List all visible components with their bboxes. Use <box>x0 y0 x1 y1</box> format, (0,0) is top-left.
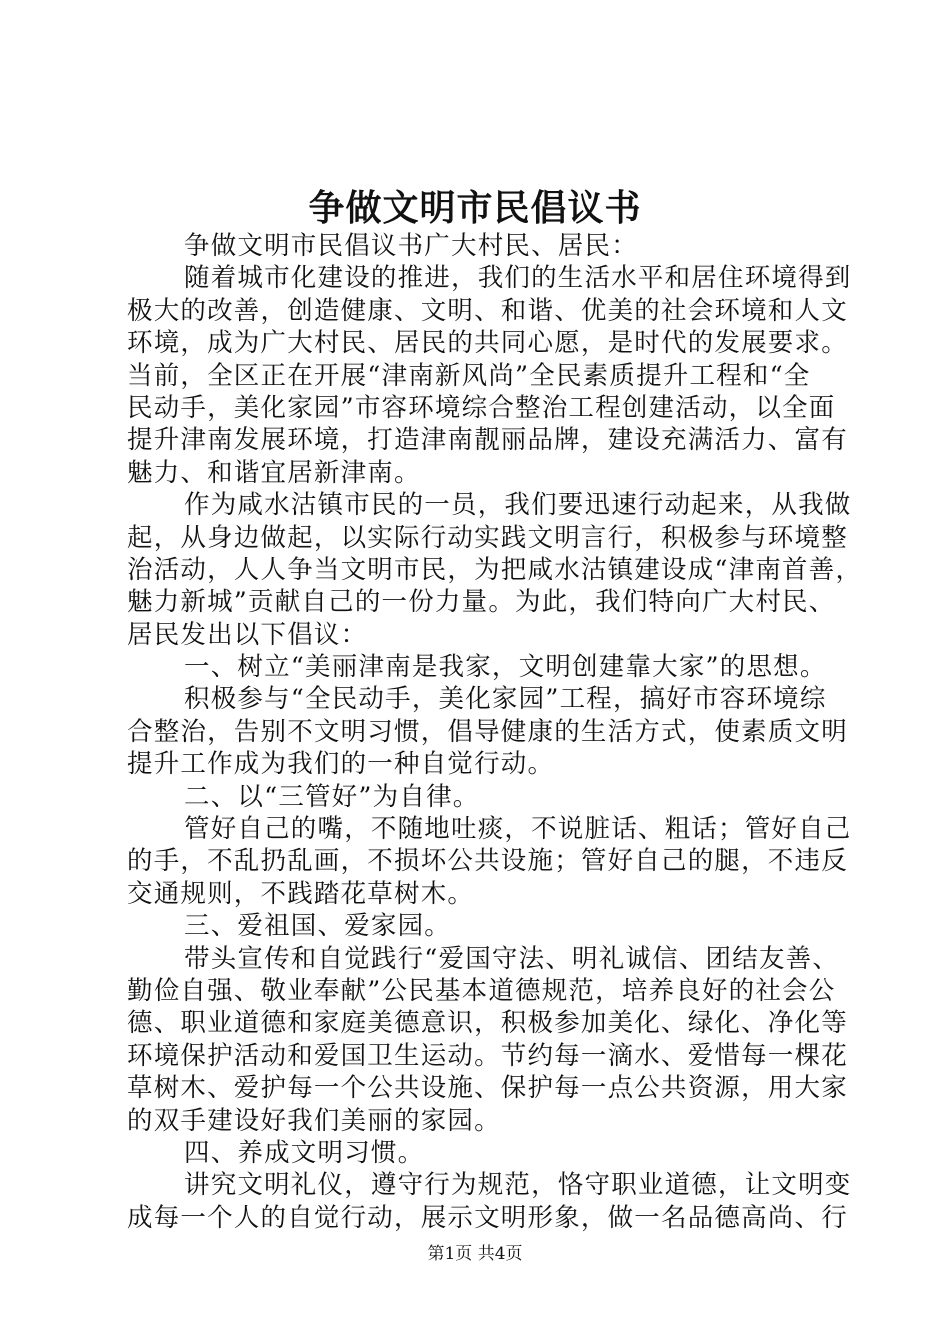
text-line: 极大的改善，创造健康、文明、和谐、优美的社会环境和人文 <box>127 295 848 326</box>
text-line: 治活动，人人争当文明市民，为把咸水沽镇建设成“津南首善， <box>127 554 863 585</box>
text-line: 带头宣传和自觉践行“爱国守法、明礼诚信、团结友善、 <box>184 943 840 974</box>
text-line: 争做文明市民倡议书广大村民、居民： <box>184 231 638 261</box>
text-line: 提升工作成为我们的一种自觉行动。 <box>127 749 555 780</box>
text-line: 合整治，告别不文明习惯，倡导健康的生活方式，使素质文明 <box>127 716 848 747</box>
text-line: 三、爱祖国、爱家园。 <box>184 911 452 942</box>
text-line: 民动手，美化家园”市容环境综合整治工程创建活动，以全面 <box>127 392 836 423</box>
text-line: 积极参与“全民动手，美化家园”工程，搞好市容环境综 <box>184 684 827 715</box>
text-line: 的双手建设好我们美丽的家园。 <box>127 1105 501 1136</box>
page-number-footer: 第1页 共4页 <box>427 1244 523 1264</box>
text-line: 环境保护活动和爱国卫生运动。节约每一滴水、爱惜每一棵花 <box>127 1040 848 1071</box>
text-line: 环境，成为广大村民、居民的共同心愿，是时代的发展要求。 <box>127 328 848 359</box>
text-line: 勤俭自强、敬业奉献”公民基本道德规范，培养良好的社会公 <box>127 975 836 1006</box>
text-line: 交通规则，不践踏花草树木。 <box>127 878 475 909</box>
text-line: 作为咸水沽镇市民的一员，我们要迅速行动起来，从我做 <box>184 490 852 521</box>
text-line: 起，从身边做起，以实际行动实践文明言行，积极参与环境整 <box>127 522 848 553</box>
text-line: 讲究文明礼仪，遵守行为规范，恪守职业道德，让文明变 <box>184 1170 852 1201</box>
text-line: 二、以“三管好”为自律。 <box>184 781 480 812</box>
document-body <box>127 230 863 1234</box>
text-line: 德、职业道德和家庭美德意识，积极参加美化、绿化、净化等 <box>127 1008 848 1039</box>
text-line: 四、养成文明习惯。 <box>184 1137 425 1168</box>
text-line: 随着城市化建设的推进，我们的生活水平和居住环境得到 <box>184 263 852 294</box>
text-line: 居民发出以下倡议： <box>127 619 368 650</box>
document-title: 争做文明市民倡议书 <box>308 187 642 229</box>
text-line: 管好自己的嘴，不随地吐痰，不说脏话、粗话；管好自己 <box>184 814 852 845</box>
text-line: 提升津南发展环境，打造津南靓丽品牌，建设充满活力、富有 <box>127 425 848 456</box>
text-line: 魅力、和谐宜居新津南。 <box>127 457 421 488</box>
text-line: 草树木、爱护每一个公共设施、保护每一点公共资源，用大家 <box>127 1073 848 1104</box>
text-line: 的手，不乱扔乱画，不损坏公共设施；管好自己的腿，不违反 <box>127 846 848 877</box>
text-line: 魅力新城”贡献自己的一份力量。为此，我们特向广大村民、 <box>127 587 836 618</box>
text-line: 当前，全区正在开展“津南新风尚”全民素质提升工程和“全 <box>127 360 811 391</box>
text-line: 一、树立“美丽津南是我家，文明创建靠大家”的思想。 <box>184 652 827 683</box>
text-line: 成每一个人的自觉行动，展示文明形象，做一名品德高尚、行 <box>127 1202 848 1233</box>
